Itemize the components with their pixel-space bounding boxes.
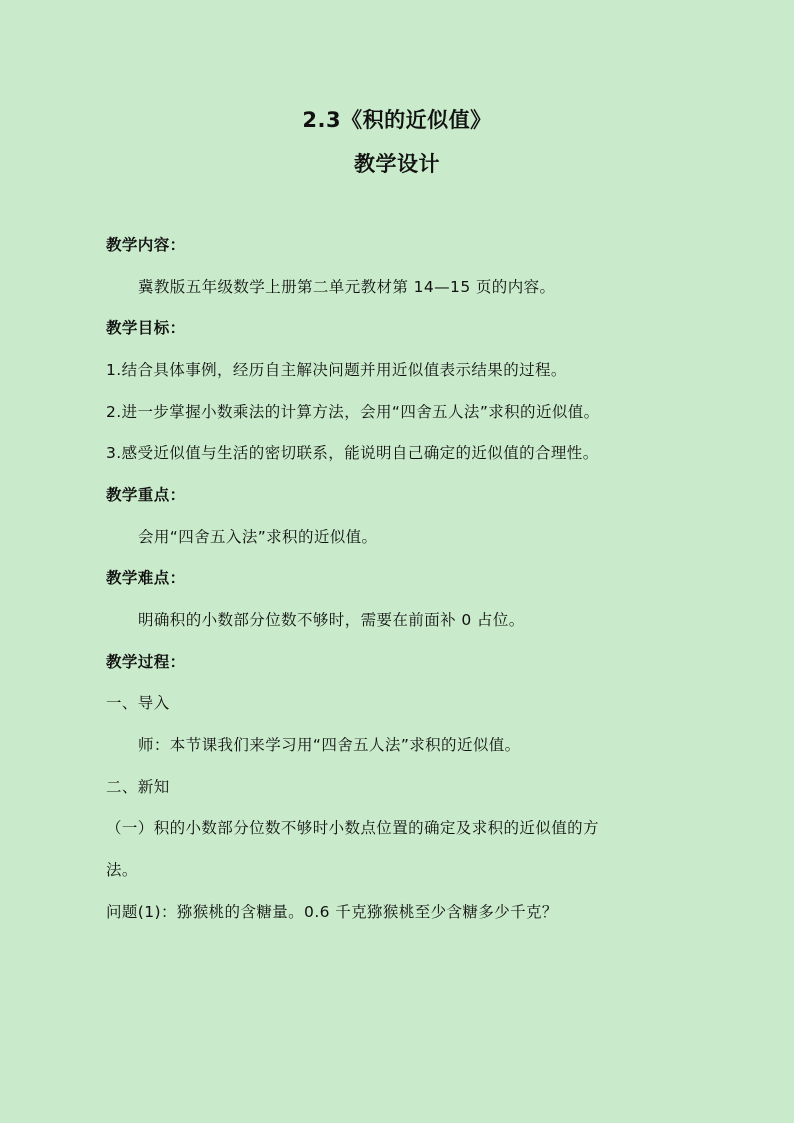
- step-1-heading: 一、导入: [106, 694, 170, 712]
- difficulty-text: 明确积的小数部分位数不够时，需要在前面补 0 占位。: [138, 611, 525, 629]
- step-2-heading: 二、新知: [106, 778, 170, 796]
- content-text: 冀教版五年级数学上册第二单元教材第 14—15 页的内容。: [138, 278, 556, 296]
- goals-heading: 教学目标：: [106, 319, 186, 337]
- key-text: 会用“四舍五入法”求积的近似值。: [138, 528, 378, 546]
- difficulty-heading: 教学难点：: [106, 569, 186, 587]
- content-heading: 教学内容：: [106, 236, 186, 254]
- document-subtitle: 教学设计: [354, 152, 440, 176]
- goal-1: 1.结合具体事例，经历自主解决问题并用近似值表示结果的过程。: [106, 361, 567, 379]
- process-heading: 教学过程：: [106, 653, 186, 671]
- goal-3: 3.感受近似值与生活的密切联系，能说明自己确定的近似值的合理性。: [106, 444, 599, 462]
- step-1-text: 师：本节课我们来学习用“四舍五人法”求积的近似值。: [138, 736, 521, 754]
- goal-2: 2.进一步掌握小数乘法的计算方法，会用“四舍五人法”求积的近似值。: [106, 403, 600, 421]
- part-1-line-1: （一）积的小数部分位数不够时小数点位置的确定及求积的近似值的方: [106, 819, 599, 837]
- question-1: 问题(1)：猕猴桃的含糖量。0.6 千克猕猴桃至少含糖多少千克？: [106, 903, 558, 921]
- key-heading: 教学重点：: [106, 486, 186, 504]
- document-title: 2.3《积的近似值》: [302, 108, 492, 132]
- part-1-line-2: 法。: [106, 861, 138, 879]
